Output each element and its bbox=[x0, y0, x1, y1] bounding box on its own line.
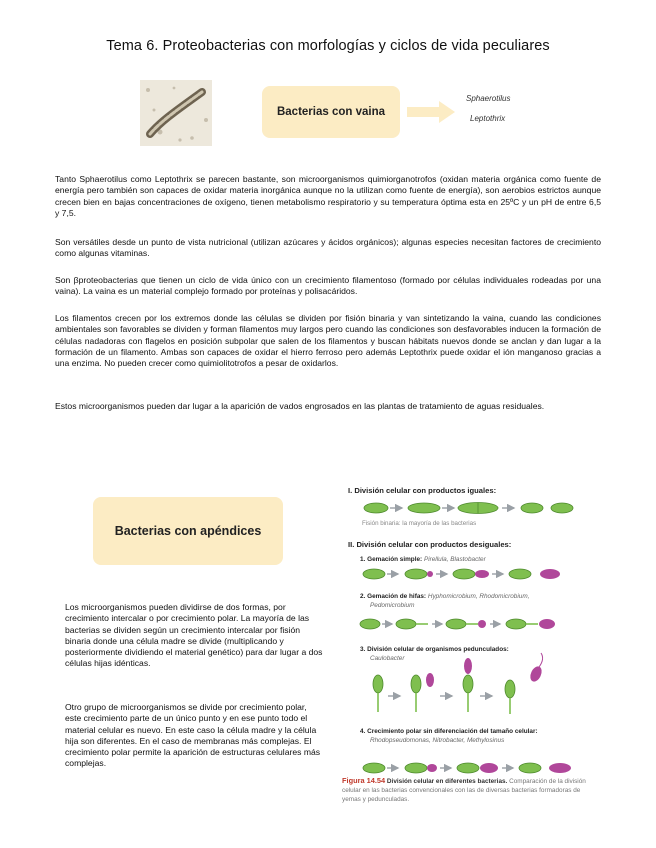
row-binary-fission bbox=[364, 503, 573, 514]
figure-caption bbox=[342, 776, 592, 804]
genus-leptothrix: Leptothrix bbox=[470, 114, 506, 123]
figure-item-4-genera: Rhodopseudomonas, Nitrobacter, Methylosinus bbox=[370, 737, 505, 744]
figure-item-2-label: 2. Gemación de hifas: bbox=[360, 593, 427, 600]
row-polar-growth bbox=[363, 763, 571, 773]
figure-caption-text: Comparación de la división celular en las bacterias convencionales con las de diversas bacterias formadoras de yemas y pedunculadas. bbox=[342, 778, 586, 803]
paragraph-7: Otro grupo de microorganismos se divide por crecimiento polar, este crecimiento parte de un único punto y en ese punto todo el material celular es nuevo. En este caso la célula madre y la célula hija son diferentes. En el caso de membranas más complejas. El crecimiento polar permite la aparición de estructuras celulares más complejas. bbox=[65, 702, 321, 769]
figure-item-3: 3. División celular de organismos pedunculados: bbox=[360, 646, 509, 653]
figure-diagram bbox=[340, 484, 592, 814]
figure-item-2-genera-b: Pedomicrobium bbox=[370, 602, 415, 609]
genus-sphaerotilus: Sphaerotilus bbox=[466, 94, 511, 103]
paragraph-5: Estos microorganismos pueden dar lugar a la aparición de vados engrosados en las plantas de tratamiento de aguas residuales. bbox=[55, 401, 545, 411]
figure-item-3-genera: Caulobacter bbox=[370, 655, 405, 662]
paragraph-6: Los microorganismos pueden dividirse de dos formas, por crecimiento intercalar o por crecimiento polar. La mayoría de las bacterias se dividen según un crecimiento intercalar por fisión binaria donde una célula madre se divide (multiplicando y posteriormente dividiendo el material genético) para dar lugar a dos células hijas idénticas. bbox=[65, 602, 323, 669]
figure-item-2-genera: Hyphomicrobium, Rhodomicrobium, bbox=[427, 593, 530, 600]
row-budding bbox=[363, 569, 560, 579]
figure-section-1-note: Fisión binaria: la mayoría de las bacterias bbox=[362, 520, 477, 527]
paragraph-4: Los filamentos crecen por los extremos donde las células se dividen por fisión binaria y van sintetizando la vaina, cuando las condiciones ambientales son favorables se dividen y forman filamentos muy largos pero cuando las condiciones son desfavorables inducen la formación de células nadadoras con flagelos en posición subpolar que salen de los filamentos y buscan hábitats nuevos donde se anclan y dan lugar a la formación de un filamento. Ambas son capaces de oxidar el hierro ferroso pero además Leptothrix puede oxidar el ión manganoso gracias a una enzima. No pueden crecer como quimiolitotrofos a pesar de oxidarlos. bbox=[55, 313, 601, 369]
vaina-box: Bacterias con vaina bbox=[262, 86, 400, 138]
figure-caption-number: Figura 14.54 bbox=[342, 776, 386, 785]
paragraph-3: Son βproteobacterias que tienen un ciclo de vida único con un crecimiento filamentoso (formado por células individuales rodeadas por una vaina). La vaina es un material complejo formado por proteínas y polisacáridos. bbox=[55, 275, 601, 297]
figure-item-1-genera: Pirellula, Blastobacter bbox=[423, 556, 486, 563]
figure-section-2: II. División celular con productos desiguales: bbox=[348, 540, 512, 549]
figure-caption-title: División celular en diferentes bacterias. bbox=[386, 778, 508, 785]
paragraph-2: Son versátiles desde un punto de vista nutricional (utilizan azúcares y ácidos orgánicos); algunas especies necesitan factores de crecimiento como algunas vitaminas. bbox=[55, 237, 601, 259]
figure-item-4: 4. Crecimiento polar sin diferenciación del tamaño celular: bbox=[360, 728, 538, 735]
paragraph-1: Tanto Sphaerotilus como Leptothrix se parecen bastante, son microorganismos quimiorganotrofos (oxidan materia orgánica como fuente de energía pero también son capaces de oxidar materia inorgánica aunque no la utilizan como fuente de energía), son aerobios estrictos aunque crecen bien en bajas concentraciones de oxígeno, tienen metabolismo respiratorio y su temperatura óptima esta en 25ºC y un pH de entre 6,5 y 7,5. bbox=[55, 174, 601, 218]
page-title: Tema 6. Proteobacterias con morfologías y ciclos de vida peculiares bbox=[106, 38, 550, 54]
apendices-box: Bacterias con apéndices bbox=[93, 497, 283, 565]
micrograph-image bbox=[140, 80, 212, 146]
row-hyphal-budding bbox=[360, 619, 555, 629]
figure-item-1-label: 1. Gemación simple: bbox=[360, 556, 423, 563]
row-stalked bbox=[373, 653, 544, 714]
figure-section-1: I. División celular con productos iguales: bbox=[348, 486, 497, 495]
cell-division-figure bbox=[340, 484, 592, 814]
arrow-right-icon bbox=[407, 101, 455, 123]
